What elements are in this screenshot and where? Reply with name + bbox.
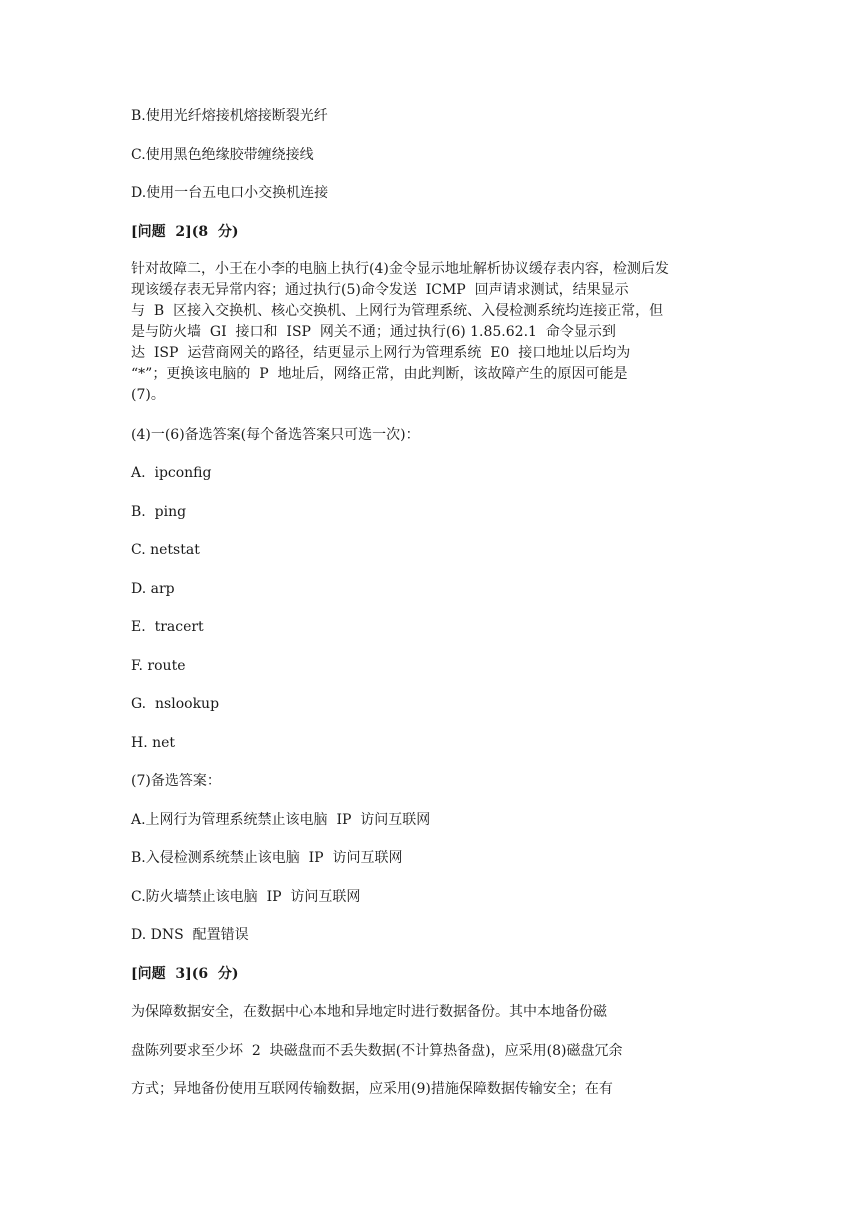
option-ipconfig: A. ipconfig <box>131 465 212 481</box>
options-7-title: (7)备选答案： <box>131 773 221 789</box>
q3-line: 为保障数据安全，在数据中心本地和异地定时进行数据备份。其中本地备份磁 <box>131 1004 607 1020</box>
q2-heading: [问题 2](8 分) <box>131 224 239 240</box>
option-net: H. net <box>131 735 176 751</box>
option-nslookup: G. nslookup <box>131 696 220 712</box>
q2-paragraph-line: 与 B 区接入交换机、核心交换机、上网行为管理系统、入侵检测系统均连接正常，但 <box>131 303 664 319</box>
q2-paragraph-line: “*”；更换该电脑的 P 地址后，网络正常，由此判断，该故障产生的原因可能是 <box>131 366 628 382</box>
q3-line: 盘陈列要求至少坏 2 块磁盘而不丢失数据(不计算热备盘)，应采用(8)磁盘冗余 <box>131 1043 623 1059</box>
option-route: F. route <box>131 658 186 674</box>
option-tracert: E. tracert <box>131 619 204 635</box>
q2-paragraph-line: (7)。 <box>131 387 165 403</box>
option-7-d: D. DNS 配置错误 <box>131 927 249 943</box>
q1-option-c: C.使用黑色绝缘胶带缠绕接线 <box>131 147 314 163</box>
option-netstat: C. netstat <box>131 542 200 558</box>
q2-paragraph <box>131 259 731 406</box>
options-4-6-title: (4)一(6)备选答案(每个备选答案只可选一次)： <box>131 427 420 443</box>
q2-paragraph-line: 达 ISP 运营商网关的路径，结更显示上网行为管理系统 E0 接口地址以后均为 <box>131 345 631 361</box>
q3-line: 方式；异地备份使用互联网传输数据，应采用(9)措施保障数据传输安全；在有 <box>131 1081 613 1097</box>
q3-heading: [问题 3](6 分) <box>131 966 239 982</box>
option-arp: D. arp <box>131 581 175 597</box>
option-7-b: B.入侵检测系统禁止该电脑 IP 访问互联网 <box>131 850 403 866</box>
q1-option-b: B.使用光纤熔接机熔接断裂光纤 <box>131 108 328 124</box>
q2-paragraph-line: 是与防火墙 GI 接口和 ISP 网关不通；通过执行(6) 1.85.62.1 命令显示到 <box>131 324 616 340</box>
option-7-a: A.上网行为管理系统禁止该电脑 IP 访问互联网 <box>131 812 431 828</box>
q1-option-d: D.使用一台五电口小交换机连接 <box>131 185 329 201</box>
option-ping: B. ping <box>131 504 187 520</box>
q2-paragraph-line: 现该缓存表无异常内容；通过执行(5)命令发送 ICMP 回声请求测试，结果显示 <box>131 282 629 298</box>
option-7-c: C.防火墙禁止该电脑 IP 访问互联网 <box>131 889 361 905</box>
q2-paragraph-line: 针对故障二，小王在小李的电脑上执行(4)金令显示地址解析协议缓存表内容，检测后发 <box>131 261 669 277</box>
